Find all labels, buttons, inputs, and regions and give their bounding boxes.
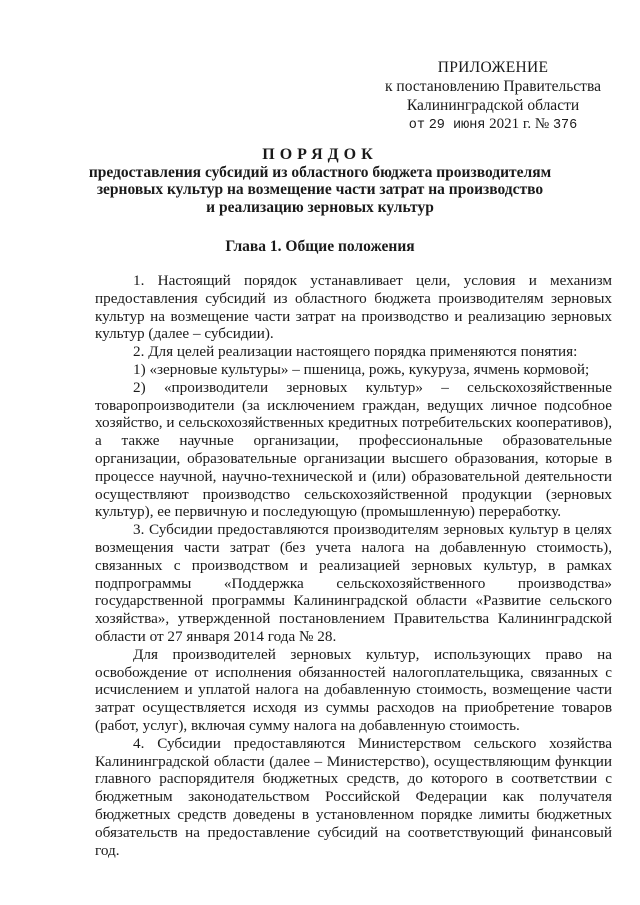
date-prefix: от	[408, 118, 425, 133]
date-year: 2021 г. №	[489, 116, 550, 132]
appendix-line-2: Калининградской области	[406, 97, 580, 114]
paragraph-2: 2. Для целей реализации настоящего порядка применяются понятия:	[133, 343, 578, 361]
title-word: ПОРЯДОК	[262, 146, 378, 163]
paragraph-4: 2) «производители зерновых культур» – сельскохозяйственные товаропроизводители (за исключением граждан, ведущих личное подсобное хозяйство, и сельскохозяйственных кредитных потребительских кооперативов), а также научные организации, профессиональные образовательные организации, образовательные организации высшего образования, которые в процессе научной, научно-технической и (или) образовательной деятельности осуществляют производство сельскохозяйственной продукции (зерновых культур), ее первичную и последующую (промышленную) переработку.	[95, 378, 612, 521]
appendix-date-line	[368, 115, 618, 135]
paragraph-6: Для производителей зерновых культур, использующих право на освобождение от исполнения обязанностей налогоплательщика, связанных с исчислением и уплатой налога на добавленную стоимость, возмещение части затрат осуществляется исходя из суммы расходов на приобретение товаров (работ, услуг), включая сумму налога на добавленную стоимость.	[95, 645, 612, 734]
document-body	[95, 272, 612, 859]
appendix-block	[368, 58, 618, 135]
paragraph-7: 4. Субсидии предоставляются Министерством сельского хозяйства Калининградской области (далее – Министерство), осуществляющим функции главного распорядителя бюджетных средств, до которого в соответствии с бюджетным законодательством Российской Федерации как получателя бюджетных средств доведены в установленном порядке лимиты бюджетных обязательств на предоставление субсидий на соответствующий финансовый год.	[95, 734, 612, 859]
appendix-heading: ПРИЛОЖЕНИЕ	[437, 59, 549, 76]
paragraph-1: 1. Настоящий порядок устанавливает цели, условия и механизм предоставления субсидий из областного бюджета производителям зерновых культур на возмещение части затрат на производство и реализацию зерновых культур (далее – субсидии).	[95, 272, 612, 343]
date-number: 376	[552, 118, 578, 133]
title-line-1: предоставления субсидий из областного бюджета производителям	[88, 163, 552, 181]
paragraph-3: 1) «зерновые культуры» – пшеница, рожь, кукуруза, ячмень кормовой;	[133, 360, 590, 378]
date-day-month: 29 июня	[428, 118, 486, 133]
paragraph-5: 3. Субсидии предоставляются производителям зерновых культур в целях возмещения части затрат (без учета налога на добавленную стоимость), связанных с производством и реализацией зерновых культур, в рамках подпрограммы «Поддержка сельскохозяйственного производства» государственной программы Калининградской области «Развитие сельского хозяйства», утвержденной постановлением Правительства Калининградской области от 27 января 2014 года № 28.	[95, 521, 612, 645]
title-line-2: зерновых культур на возмещение части затрат на производство	[96, 181, 544, 198]
title-line-3: и реализацию зерновых культур	[206, 198, 434, 216]
chapter-heading: Глава 1. Общие положения	[225, 238, 415, 255]
appendix-line-1: к постановлению Правительства	[385, 78, 601, 95]
document-title	[40, 146, 600, 216]
